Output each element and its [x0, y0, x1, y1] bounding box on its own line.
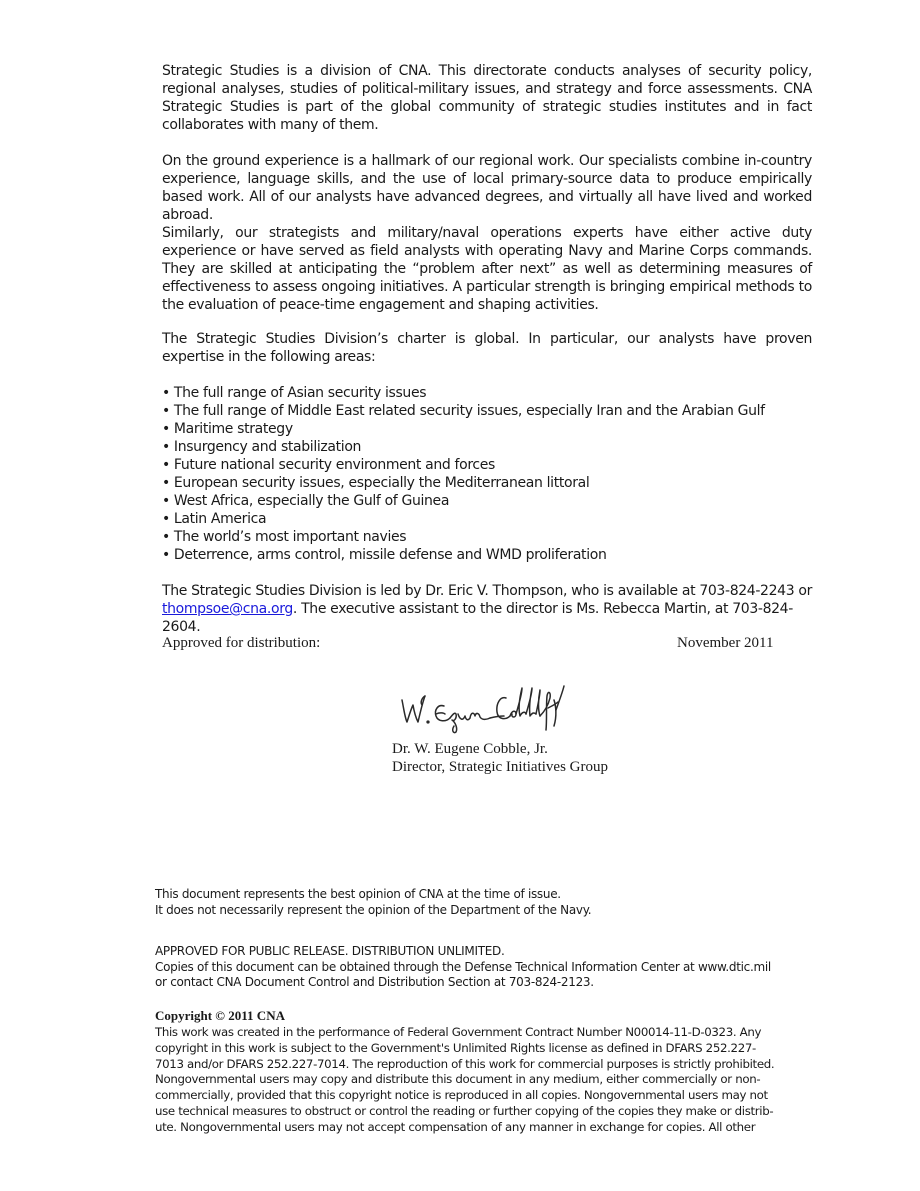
list-item-text: European security issues, especially the Mediterranean littoral	[173, 475, 590, 491]
list-item-text: Insurgency and stabilization	[173, 439, 362, 455]
list-item	[162, 546, 812, 564]
list-item-text: Latin America	[173, 511, 267, 527]
list-item	[162, 438, 812, 456]
bullet-icon: •	[162, 439, 170, 455]
copyright-body	[155, 1025, 815, 1136]
ground-experience-text: On the ground experience is a hallmark of our regional work. Our specialists combine in-country experience, language skills, and the use of local primary-source data to produce empirically based work. All of our analysts have advanced degrees, and virtually all have lived and worked abroad.	[162, 153, 812, 223]
bullet-icon: •	[162, 529, 170, 545]
list-item	[162, 384, 812, 402]
approved-label: Approved for distribution:	[162, 635, 321, 651]
opinion-line: This document represents the best opinion of CNA at the time of issue.	[155, 887, 561, 901]
list-item-text: The full range of Asian security issues	[173, 385, 427, 401]
release-line: APPROVED FOR PUBLIC RELEASE. DISTRIBUTION UNLIMITED.	[155, 944, 505, 958]
handwritten-signature	[398, 676, 570, 734]
strategists-text: Similarly, our strategists and military/naval operations experts have either active duty experience or have served as field analysts with operating Navy and Marine Corps commands. They are skilled at anticipating the “problem after next” as well as determining measures of effectiveness to assess ongoing initiatives. A particular strength is bringing empirical methods to the evaluation of peace-time engagement and shaping activities.	[162, 225, 812, 313]
copyright-line: This work was created in the performance of Federal Government Contract Number N00014-11-D-0323. Any	[155, 1025, 762, 1039]
list-item	[162, 456, 812, 474]
list-item	[162, 528, 812, 546]
copyright-line: commercially, provided that this copyright notice is reproduced in all copies. Nongovernmental users may not	[155, 1088, 768, 1103]
bullet-icon: •	[162, 493, 170, 509]
signatory-block	[392, 740, 608, 776]
release-notice	[155, 944, 815, 991]
bullet-icon: •	[162, 511, 170, 527]
copyright-title: Copyright © 2011 CNA	[155, 1008, 285, 1023]
copyright-line: use technical measures to obstruct or control the reading or further copying of the copies they make or distrib-	[155, 1103, 774, 1118]
copyright-line: ute. Nongovernmental users may not accept compensation of any manner in exchange for copies. All other	[155, 1119, 756, 1134]
signatory-title: Director, Strategic Initiatives Group	[392, 759, 608, 775]
contact-text-tail: . The executive assistant to the director is Ms. Rebecca Martin, at 703-824-2604.	[162, 601, 793, 635]
bullet-icon: •	[162, 421, 170, 437]
contact-paragraph	[162, 582, 812, 636]
intro-text: Strategic Studies is a division of CNA. This directorate conducts analyses of security policy, regional analyses, studies of political-military issues, and strategy and force assessments. CNA Strategic Studies is part of the global community of strategic studies institutes and in fact collaborates with many of them.	[162, 63, 812, 133]
list-item-text: Future national security environment and forces	[173, 457, 495, 473]
list-item-text: Maritime strategy	[173, 421, 293, 437]
copyright-line: 7013 and/or DFARS 252.227-7014. The reproduction of this work for commercial purposes is strictly prohibited.	[155, 1056, 775, 1071]
opinion-line: It does not necessarily represent the opinion of the Department of the Navy.	[155, 902, 592, 917]
copyright-line: Nongovernmental users may copy and distribute this document in any medium, either commercially or non-	[155, 1072, 761, 1087]
charter-text: The Strategic Studies Division’s charter is global. In particular, our analysts have proven expertise in the following areas:	[162, 331, 812, 365]
list-item	[162, 474, 812, 492]
list-item	[162, 402, 812, 420]
list-item	[162, 492, 812, 510]
bullet-icon: •	[162, 457, 170, 473]
bullet-icon: •	[162, 403, 170, 419]
director-email-link[interactable]: thompsoe@cna.org	[162, 601, 293, 617]
list-item-text: Deterrence, arms control, missile defense and WMD proliferation	[173, 547, 607, 563]
list-item	[162, 420, 812, 438]
contact-text	[162, 582, 812, 636]
strategists-paragraph	[162, 224, 812, 314]
copyright-line: copyright in this work is subject to the Government's Unlimited Rights license as defined in DFARS 252.227-	[155, 1040, 756, 1055]
list-item-text: West Africa, especially the Gulf of Guinea	[173, 493, 450, 509]
signatory-name: Dr. W. Eugene Cobble, Jr.	[392, 741, 548, 757]
list-item-text: The world’s most important navies	[173, 529, 407, 545]
ground-experience-paragraph	[162, 152, 812, 224]
opinion-disclaimer	[155, 887, 815, 918]
bullet-icon: •	[162, 385, 170, 401]
bullet-icon: •	[162, 475, 170, 491]
release-line: or contact CNA Document Control and Distribution Section at 703-824-2123.	[155, 975, 594, 989]
intro-paragraph	[162, 62, 812, 134]
list-item-text: The full range of Middle East related security issues, especially Iran and the Arabian Gulf	[173, 403, 765, 419]
contact-text-lead: The Strategic Studies Division is led by Dr. Eric V. Thompson, who is available at 703-824-2243 or	[162, 583, 813, 599]
approval-date: November 2011	[677, 635, 774, 651]
release-line: Copies of this document can be obtained through the Defense Technical Information Center at www.dtic.mil	[155, 959, 771, 974]
charter-paragraph	[162, 330, 812, 366]
bullet-icon: •	[162, 547, 170, 563]
expertise-areas-list	[162, 384, 812, 564]
list-item	[162, 510, 812, 528]
